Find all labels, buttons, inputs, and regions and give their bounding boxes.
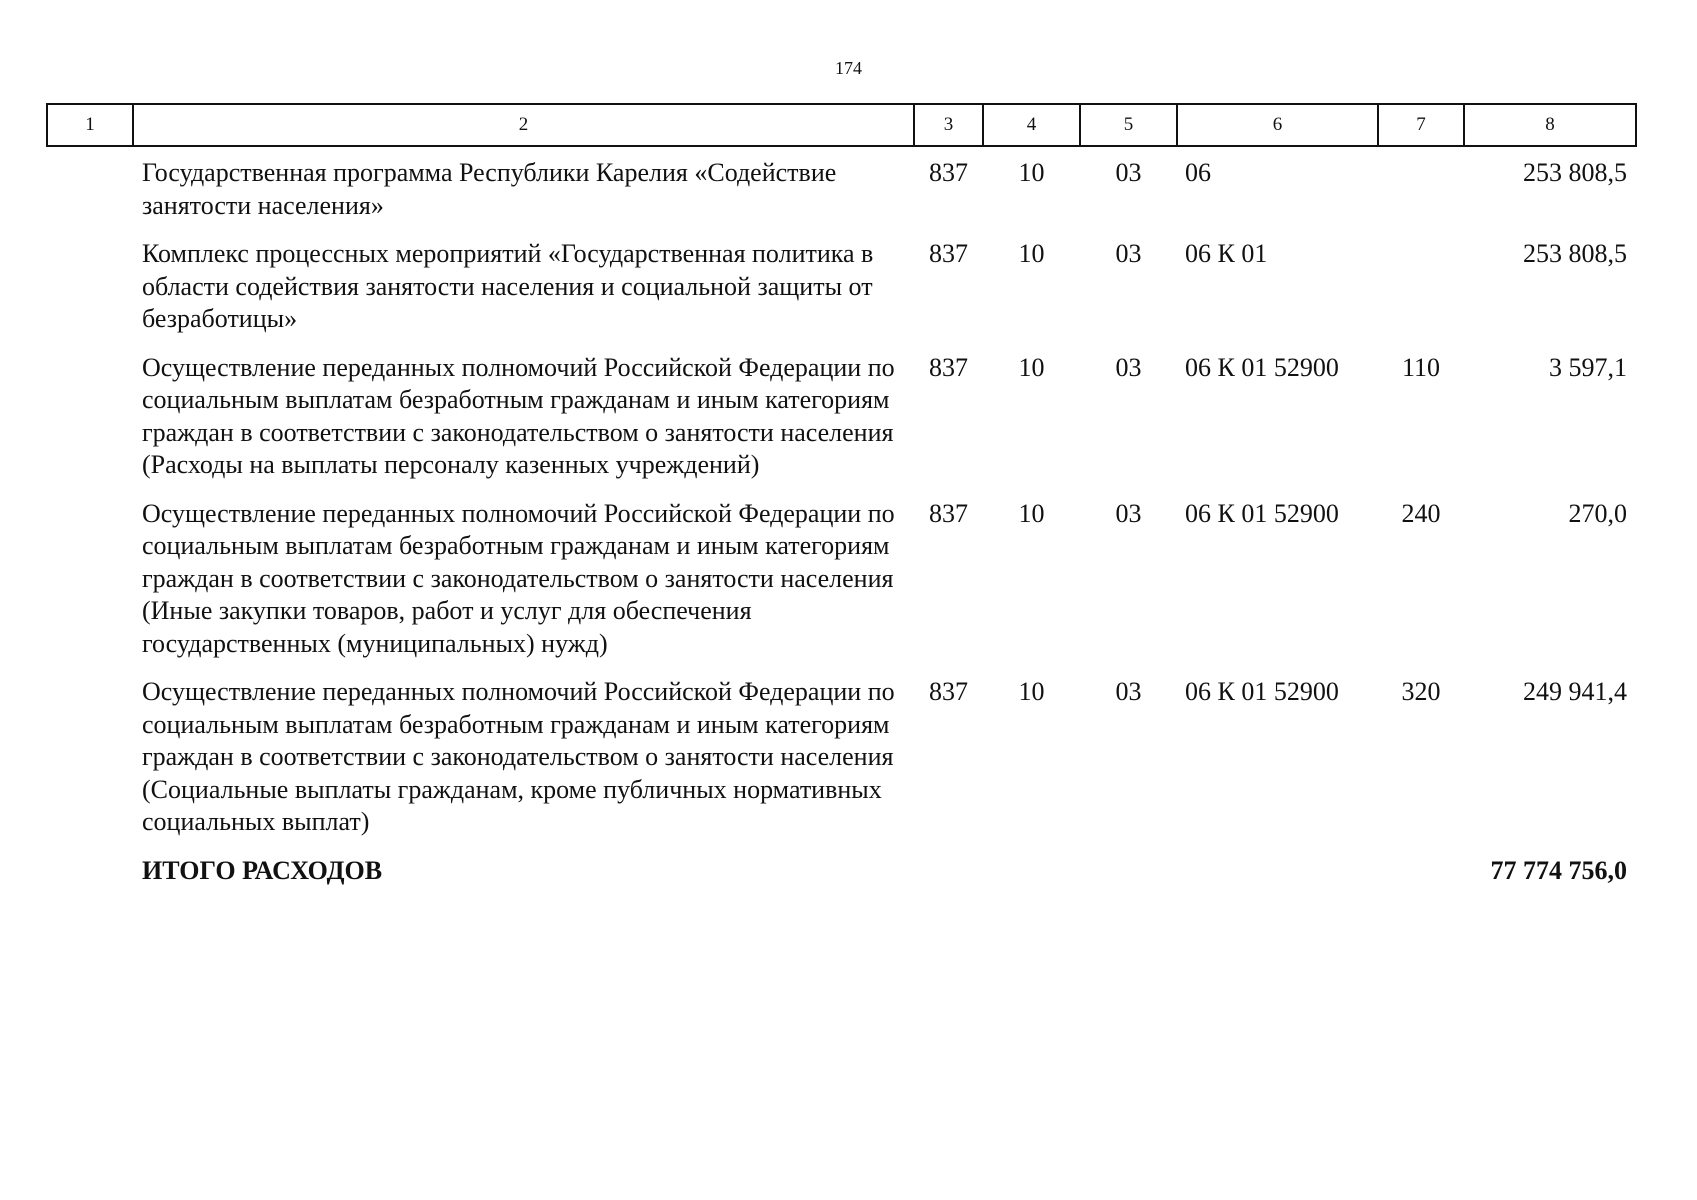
column-header-1: 1 bbox=[47, 104, 133, 146]
table-row bbox=[47, 498, 1636, 677]
row-number-cell bbox=[47, 855, 133, 888]
expense-type-cell: 110 bbox=[1401, 352, 1441, 382]
ministry-code-cell: 837 bbox=[929, 352, 968, 382]
table-row bbox=[47, 352, 1636, 498]
amount-cell: 253 808,5 bbox=[1523, 239, 1627, 268]
row-number-cell bbox=[47, 676, 133, 855]
expense-name-cell: Комплекс процессных мероприятий «Государственная политика в области содействия занятости населения и социальной защиты от безработицы» bbox=[142, 239, 874, 333]
expense-name-cell: Осуществление переданных полномочий Российской Федерации по социальным выплатам безработным гражданам и иным категориям граждан в соответствии с законодательством о занятости населения (Иные закупки товаров, работ и услуг для обеспечения государственных (муниципальных) нужд) bbox=[142, 498, 895, 658]
expense-name-cell: Государственная программа Республики Карелия «Содействие занятости населения» bbox=[142, 158, 837, 220]
budget-expenses-table bbox=[46, 103, 1637, 887]
subsection-code-cell: 03 bbox=[1115, 498, 1142, 528]
amount-cell: 270,0 bbox=[1568, 498, 1627, 528]
amount-cell: 253 808,5 bbox=[1523, 158, 1627, 187]
section-code-cell: 10 bbox=[1018, 498, 1045, 528]
column-numbers-row bbox=[47, 104, 1636, 146]
target-article-cell: 06 К 01 52900 bbox=[1185, 352, 1339, 382]
ministry-code-cell: 837 bbox=[929, 498, 968, 528]
subsection-code-cell: 03 bbox=[1115, 239, 1142, 268]
empty-cell bbox=[1378, 855, 1464, 888]
total-label: ИТОГО РАСХОДОВ bbox=[142, 855, 383, 885]
empty-cell bbox=[1177, 855, 1378, 888]
ministry-code-cell: 837 bbox=[929, 239, 968, 268]
row-number-cell bbox=[47, 238, 133, 352]
section-code-cell: 10 bbox=[1018, 677, 1045, 706]
target-article-cell: 06 К 01 bbox=[1185, 239, 1268, 268]
amount-cell: 249 941,4 bbox=[1523, 677, 1627, 706]
ministry-code-cell: 837 bbox=[929, 677, 968, 706]
column-header-6: 6 bbox=[1177, 104, 1378, 146]
amount-cell: 3 597,1 bbox=[1549, 352, 1627, 382]
expense-type-cell: 240 bbox=[1401, 498, 1441, 528]
row-number-cell bbox=[47, 498, 133, 677]
column-header-8: 8 bbox=[1464, 104, 1636, 146]
table-row bbox=[47, 238, 1636, 352]
subsection-code-cell: 03 bbox=[1115, 158, 1142, 187]
total-amount: 77 774 756,0 bbox=[1490, 855, 1627, 885]
ministry-code-cell: 837 bbox=[929, 158, 968, 187]
section-code-cell: 10 bbox=[1018, 352, 1045, 382]
section-code-cell: 10 bbox=[1018, 239, 1045, 268]
column-header-3: 3 bbox=[914, 104, 983, 146]
total-row bbox=[47, 855, 1636, 888]
expense-type-cell bbox=[1378, 146, 1464, 238]
column-header-7: 7 bbox=[1378, 104, 1464, 146]
column-header-2: 2 bbox=[133, 104, 914, 146]
empty-cell bbox=[983, 855, 1080, 888]
expense-type-cell bbox=[1378, 238, 1464, 352]
section-code-cell: 10 bbox=[1018, 158, 1045, 187]
target-article-cell: 06 К 01 52900 bbox=[1185, 498, 1339, 528]
table-row bbox=[47, 146, 1636, 238]
page-number: 174 bbox=[835, 58, 862, 78]
expense-type-cell: 320 bbox=[1401, 677, 1441, 706]
column-header-5: 5 bbox=[1080, 104, 1177, 146]
column-header-4: 4 bbox=[983, 104, 1080, 146]
row-number-cell bbox=[47, 352, 133, 498]
empty-cell bbox=[914, 855, 983, 888]
table-body bbox=[47, 146, 1636, 887]
expense-name-cell: Осуществление переданных полномочий Российской Федерации по социальным выплатам безработным гражданам и иным категориям граждан в соответствии с законодательством о занятости населения (Социальные выплаты гражданам, кроме публичных нормативных социальных выплат) bbox=[142, 677, 895, 836]
target-article-cell: 06 К 01 52900 bbox=[1185, 677, 1339, 706]
empty-cell bbox=[1080, 855, 1177, 888]
subsection-code-cell: 03 bbox=[1115, 352, 1142, 382]
table-row bbox=[47, 676, 1636, 855]
expense-name-cell: Осуществление переданных полномочий Российской Федерации по социальным выплатам безработным гражданам и иным категориям граждан в соответствии с законодательством о занятости населения (Расходы на выплаты персоналу казенных учреждений) bbox=[142, 352, 895, 479]
table-header bbox=[47, 104, 1636, 146]
row-number-cell bbox=[47, 146, 133, 238]
target-article-cell: 06 bbox=[1185, 158, 1211, 187]
subsection-code-cell: 03 bbox=[1115, 677, 1142, 706]
